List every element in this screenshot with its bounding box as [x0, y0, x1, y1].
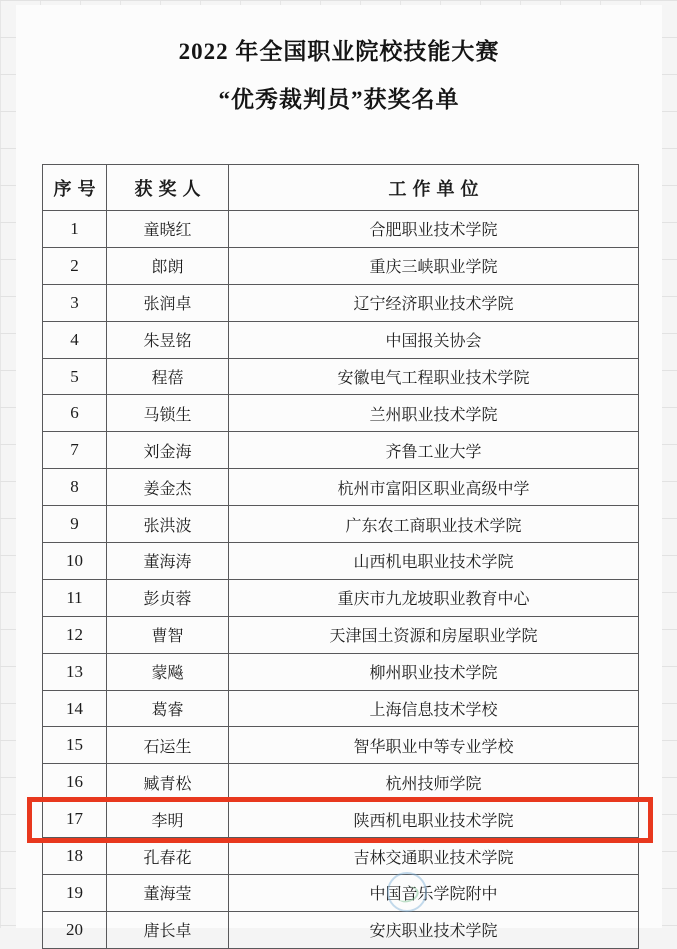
header-no: 序号	[43, 165, 107, 211]
cell-no: 18	[43, 838, 107, 875]
cell-name: 臧青松	[107, 764, 229, 801]
cell-name: 朱昱铭	[107, 321, 229, 358]
table-row	[43, 284, 639, 321]
cell-org: 中国报关协会	[229, 321, 639, 358]
cell-no: 8	[43, 469, 107, 506]
document-page	[16, 5, 662, 941]
cell-org: 柳州职业技术学院	[229, 653, 639, 690]
cell-name: 刘金海	[107, 432, 229, 469]
cell-name: 郎朗	[107, 247, 229, 284]
cell-org: 山西机电职业技术学院	[229, 543, 639, 580]
cell-no: 3	[43, 284, 107, 321]
cell-name: 姜金杰	[107, 469, 229, 506]
cell-no: 11	[43, 579, 107, 616]
table-row	[43, 579, 639, 616]
cell-no: 20	[43, 911, 107, 948]
table-row	[43, 321, 639, 358]
cell-name: 葛睿	[107, 690, 229, 727]
cell-name: 孔春花	[107, 838, 229, 875]
table-row	[43, 211, 639, 248]
cell-name: 唐长卓	[107, 911, 229, 948]
cell-name: 董海莹	[107, 875, 229, 912]
cell-no: 13	[43, 653, 107, 690]
cell-org: 安徽电气工程职业技术学院	[229, 358, 639, 395]
cell-no: 19	[43, 875, 107, 912]
cell-no: 4	[43, 321, 107, 358]
table-row	[43, 358, 639, 395]
cell-org: 重庆三峡职业学院	[229, 247, 639, 284]
cell-no: 7	[43, 432, 107, 469]
table-row	[43, 506, 639, 543]
table-row	[43, 616, 639, 653]
cell-org: 杭州市富阳区职业高级中学	[229, 469, 639, 506]
cell-name: 石运生	[107, 727, 229, 764]
cell-no: 2	[43, 247, 107, 284]
cell-no: 6	[43, 395, 107, 432]
cell-no: 5	[43, 358, 107, 395]
cell-name: 马锁生	[107, 395, 229, 432]
table-row	[43, 764, 639, 801]
cell-no: 15	[43, 727, 107, 764]
cell-org: 兰州职业技术学院	[229, 395, 639, 432]
cell-name: 蒙飚	[107, 653, 229, 690]
cell-name: 彭贞蓉	[107, 579, 229, 616]
cell-no: 1	[43, 211, 107, 248]
award-table	[42, 164, 639, 949]
table-row	[43, 690, 639, 727]
header-work-unit: 工作单位	[229, 165, 639, 211]
cell-name: 张润卓	[107, 284, 229, 321]
cell-no: 16	[43, 764, 107, 801]
cell-name: 张洪波	[107, 506, 229, 543]
cell-org: 中国音乐学院附中	[229, 875, 639, 912]
cell-org: 安庆职业技术学院	[229, 911, 639, 948]
cell-org: 陕西机电职业技术学院	[229, 801, 639, 838]
cell-name: 曹智	[107, 616, 229, 653]
cell-org: 齐鲁工业大学	[229, 432, 639, 469]
table-row	[43, 653, 639, 690]
cell-org: 合肥职业技术学院	[229, 211, 639, 248]
table-row	[43, 727, 639, 764]
table-row	[43, 469, 639, 506]
cell-name: 李明	[107, 801, 229, 838]
cell-no: 17	[43, 801, 107, 838]
table-row-highlighted	[43, 801, 639, 838]
table-row	[43, 432, 639, 469]
page-title-line1: 2022 年全国职业院校技能大赛	[178, 39, 500, 64]
table-row	[43, 543, 639, 580]
cell-no: 12	[43, 616, 107, 653]
table-row	[43, 875, 639, 912]
cell-no: 9	[43, 506, 107, 543]
table-row	[43, 395, 639, 432]
cell-org: 杭州技师学院	[229, 764, 639, 801]
cell-org: 吉林交通职业技术学院	[229, 838, 639, 875]
cell-org: 重庆市九龙坡职业教育中心	[229, 579, 639, 616]
cell-org: 广东农工商职业技术学院	[229, 506, 639, 543]
cell-org: 上海信息技术学校	[229, 690, 639, 727]
cell-name: 程蓓	[107, 358, 229, 395]
table-row	[43, 247, 639, 284]
page-title-line2: “优秀裁判员”获奖名单	[218, 87, 460, 112]
table-row	[43, 838, 639, 875]
cell-org: 辽宁经济职业技术学院	[229, 284, 639, 321]
cell-no: 14	[43, 690, 107, 727]
cell-name: 童晓红	[107, 211, 229, 248]
header-awardee: 获奖人	[107, 165, 229, 211]
cell-name: 董海涛	[107, 543, 229, 580]
table-header-row	[43, 165, 639, 211]
cell-org: 天津国土资源和房屋职业学院	[229, 616, 639, 653]
table-row	[43, 911, 639, 948]
cell-org: 智华职业中等专业学校	[229, 727, 639, 764]
cell-no: 10	[43, 543, 107, 580]
